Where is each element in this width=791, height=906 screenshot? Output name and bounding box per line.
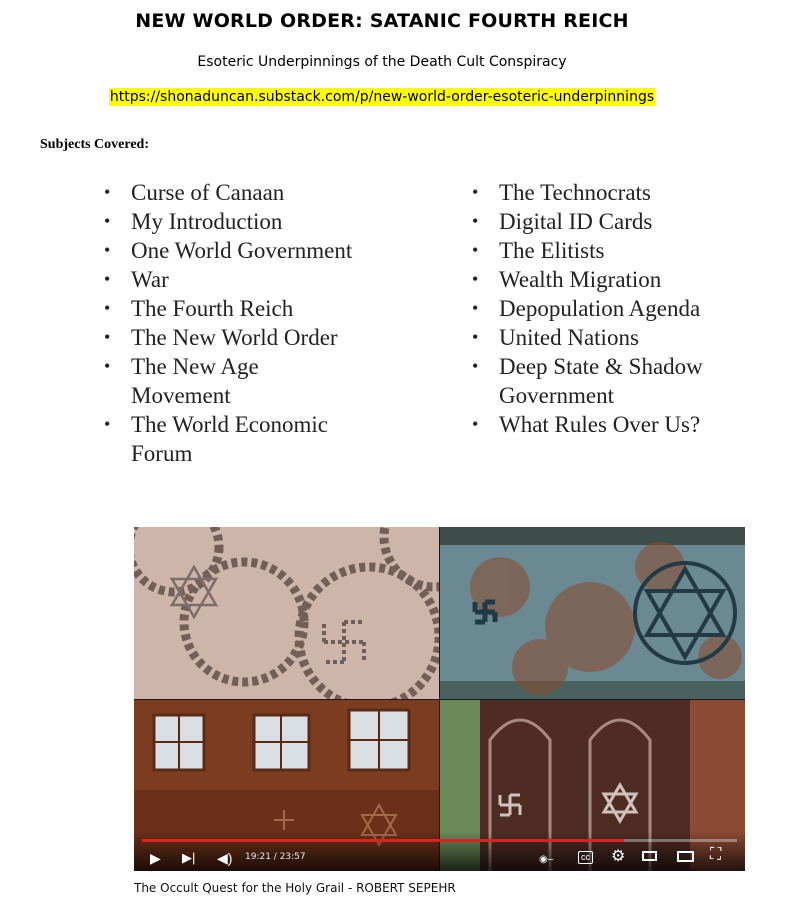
settings-icon[interactable]: ⚙ bbox=[611, 848, 626, 865]
subject-label: Deep State & Shadow Government bbox=[499, 354, 703, 408]
subject-label: The World Economic Forum bbox=[131, 412, 329, 466]
fullscreen-icon[interactable]: ⛶ bbox=[710, 846, 722, 863]
bullet-icon: • bbox=[472, 298, 479, 318]
subjects-list-right bbox=[472, 178, 772, 439]
autoplay-toggle-icon[interactable]: ◉‒ bbox=[539, 854, 554, 865]
bullet-icon: • bbox=[472, 211, 479, 231]
subject-label: The Elitists bbox=[499, 238, 605, 263]
subject-label: Depopulation Agenda bbox=[499, 296, 701, 321]
subject-item bbox=[104, 294, 364, 323]
subject-item bbox=[104, 178, 364, 207]
next-icon[interactable]: ▶| bbox=[182, 850, 196, 865]
subject-label: Wealth Migration bbox=[499, 267, 662, 292]
bullet-icon: • bbox=[104, 269, 111, 289]
theater-icon[interactable] bbox=[677, 851, 694, 862]
subject-label: My Introduction bbox=[131, 209, 283, 234]
subject-item bbox=[104, 207, 364, 236]
subjects-list-left bbox=[104, 178, 364, 468]
rusted-metal-image bbox=[440, 527, 745, 699]
subject-item bbox=[104, 236, 364, 265]
miniplayer-icon[interactable] bbox=[642, 851, 657, 861]
subject-item bbox=[104, 265, 364, 294]
video-controls bbox=[134, 831, 745, 871]
subject-item bbox=[104, 323, 364, 352]
subject-item bbox=[472, 294, 772, 323]
subject-item bbox=[472, 352, 772, 410]
subject-label: Digital ID Cards bbox=[499, 209, 653, 234]
bullet-icon: • bbox=[104, 298, 111, 318]
subject-label: The Fourth Reich bbox=[131, 296, 294, 321]
subject-item bbox=[472, 207, 772, 236]
subject-item bbox=[472, 323, 772, 352]
bullet-icon: • bbox=[472, 269, 479, 289]
subject-item bbox=[472, 410, 772, 439]
progress-fill bbox=[142, 839, 624, 842]
bullet-icon: • bbox=[104, 414, 111, 434]
subject-label: One World Government bbox=[131, 238, 353, 263]
bullet-icon: • bbox=[104, 182, 111, 202]
captions-icon[interactable]: cc bbox=[578, 851, 593, 864]
document-title: NEW WORLD ORDER: SATANIC FOURTH REICH bbox=[135, 10, 629, 32]
subject-item bbox=[472, 236, 772, 265]
bullet-icon: • bbox=[104, 327, 111, 347]
subject-label: Curse of Canaan bbox=[131, 180, 285, 205]
bullet-icon: • bbox=[104, 240, 111, 260]
subject-label: The Technocrats bbox=[499, 180, 651, 205]
bullet-icon: • bbox=[472, 182, 479, 202]
video-player[interactable] bbox=[134, 527, 745, 871]
subject-label: What Rules Over Us? bbox=[499, 412, 701, 437]
play-icon[interactable]: ▶ bbox=[150, 850, 161, 866]
bullet-icon: • bbox=[472, 356, 479, 376]
subjects-heading: Subjects Covered: bbox=[40, 137, 150, 152]
document-subtitle: Esoteric Underpinnings of the Death Cult Conspiracy bbox=[197, 54, 567, 70]
time-display: 19:21 / 23:57 bbox=[245, 852, 306, 862]
bullet-icon: • bbox=[472, 327, 479, 347]
bullet-icon: • bbox=[472, 414, 479, 434]
volume-icon[interactable]: ◀) bbox=[217, 850, 233, 866]
article-link[interactable]: https://shonaduncan.substack.com/p/new-world-order-esoteric-underpinnings bbox=[109, 89, 655, 105]
subject-label: War bbox=[131, 267, 169, 292]
video-caption: The Occult Quest for the Holy Grail - ROBERT SEPEHR bbox=[134, 881, 456, 895]
subject-item bbox=[104, 410, 364, 468]
subject-item bbox=[472, 265, 772, 294]
subject-item bbox=[472, 178, 772, 207]
subject-label: The New World Order bbox=[131, 325, 338, 350]
bullet-icon: • bbox=[104, 356, 111, 376]
subject-label: United Nations bbox=[499, 325, 639, 350]
bullet-icon: • bbox=[104, 211, 111, 231]
link-container bbox=[0, 88, 764, 106]
progress-bar[interactable] bbox=[142, 839, 737, 842]
subject-label: The New Age Movement bbox=[131, 354, 259, 408]
bullet-icon: • bbox=[472, 240, 479, 260]
mosaic-floor-image bbox=[134, 527, 439, 699]
subject-item bbox=[104, 352, 364, 410]
